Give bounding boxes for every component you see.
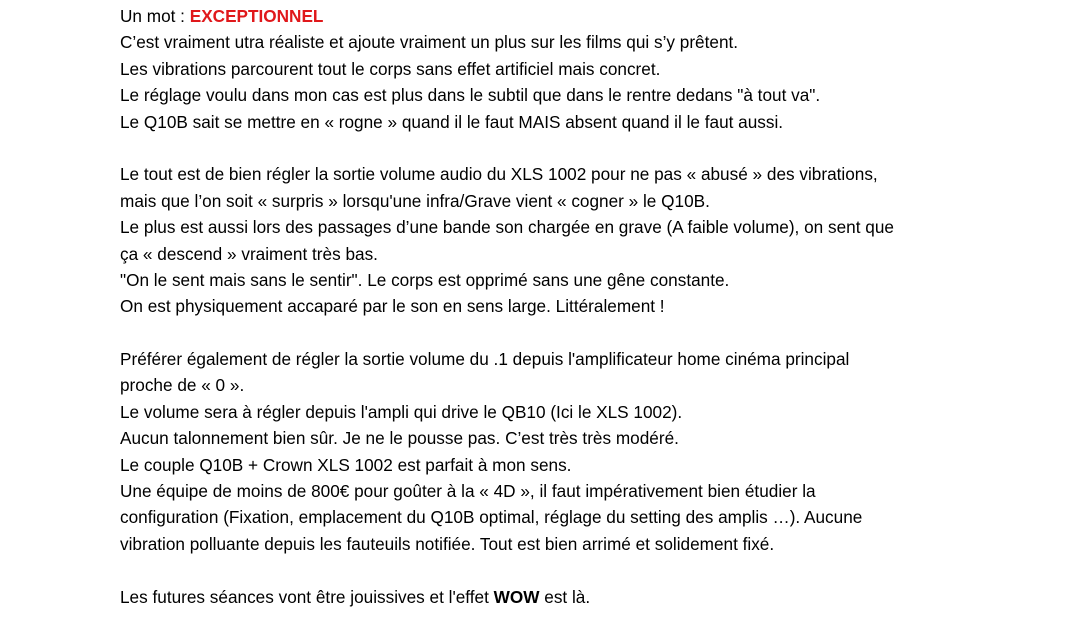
text-line: Le volume sera à régler depuis l'ampli qui drive le QB10 (Ici le XLS 1002).	[120, 401, 683, 422]
text-line: Le plus est aussi lors des passages d’une bande son chargée en grave (A faible volume), on sent que	[120, 217, 894, 238]
text-line: ça « descend » vraiment très bas.	[120, 243, 378, 264]
text-line: vibration polluante depuis les fauteuils notifiée. Tout est bien arrimé et solidement fixé.	[120, 533, 775, 554]
text-line: Les vibrations parcourent tout le corps sans effet artificiel mais concret.	[120, 58, 661, 79]
paragraph-gap	[120, 135, 1050, 161]
text-line: On est physiquement accaparé par le son en sens large. Littéralement !	[120, 296, 665, 317]
document-body	[120, 3, 1050, 610]
text-line: configuration (Fixation, emplacement du Q10B optimal, réglage du setting des amplis …). Aucune	[120, 507, 863, 528]
text-line: Le réglage voulu dans mon cas est plus dans le subtil que dans le rentre dedans "à tout va".	[120, 85, 821, 106]
intro-highlight: EXCEPTIONNEL	[189, 6, 324, 26]
text-line: "On le sent mais sans le sentir". Le corps est opprimé sans une gêne constante.	[120, 269, 730, 290]
text-line: proche de « 0 ».	[120, 375, 245, 396]
paragraph-gap	[120, 320, 1050, 346]
closing-text-before: Les futures séances vont être jouissives et l'effet	[120, 586, 494, 607]
text-line: Aucun talonnement bien sûr. Je ne le pousse pas. C’est très très modéré.	[120, 428, 679, 449]
text-line: C’est vraiment utra réaliste et ajoute vraiment un plus sur les films qui s’y prêtent.	[120, 32, 739, 53]
closing-line	[120, 584, 1050, 610]
text-line: Une équipe de moins de 800€ pour goûter à la « 4D », il faut impérativement bien étudier la	[120, 481, 816, 502]
text-line: Le Q10B sait se mettre en « rogne » quand il le faut MAIS absent quand il le faut aussi.	[120, 111, 784, 132]
text-line: Le couple Q10B + Crown XLS 1002 est parfait à mon sens.	[120, 454, 572, 475]
closing-emphasis: WOW	[493, 586, 540, 607]
closing-text-after: est là.	[539, 586, 591, 607]
intro-heading-line	[120, 3, 1050, 29]
text-line: Le tout est de bien régler la sortie volume audio du XLS 1002 pour ne pas « abusé » des vibrations,	[120, 164, 878, 185]
paragraph-gap	[120, 557, 1050, 583]
text-line: mais que l’on soit « surpris » lorsqu'une infra/Grave vient « cogner » le Q10B.	[120, 190, 710, 211]
text-line: Préférer également de régler la sortie volume du .1 depuis l'amplificateur home cinéma principal	[120, 349, 850, 370]
intro-label: Un mot :	[120, 6, 190, 26]
